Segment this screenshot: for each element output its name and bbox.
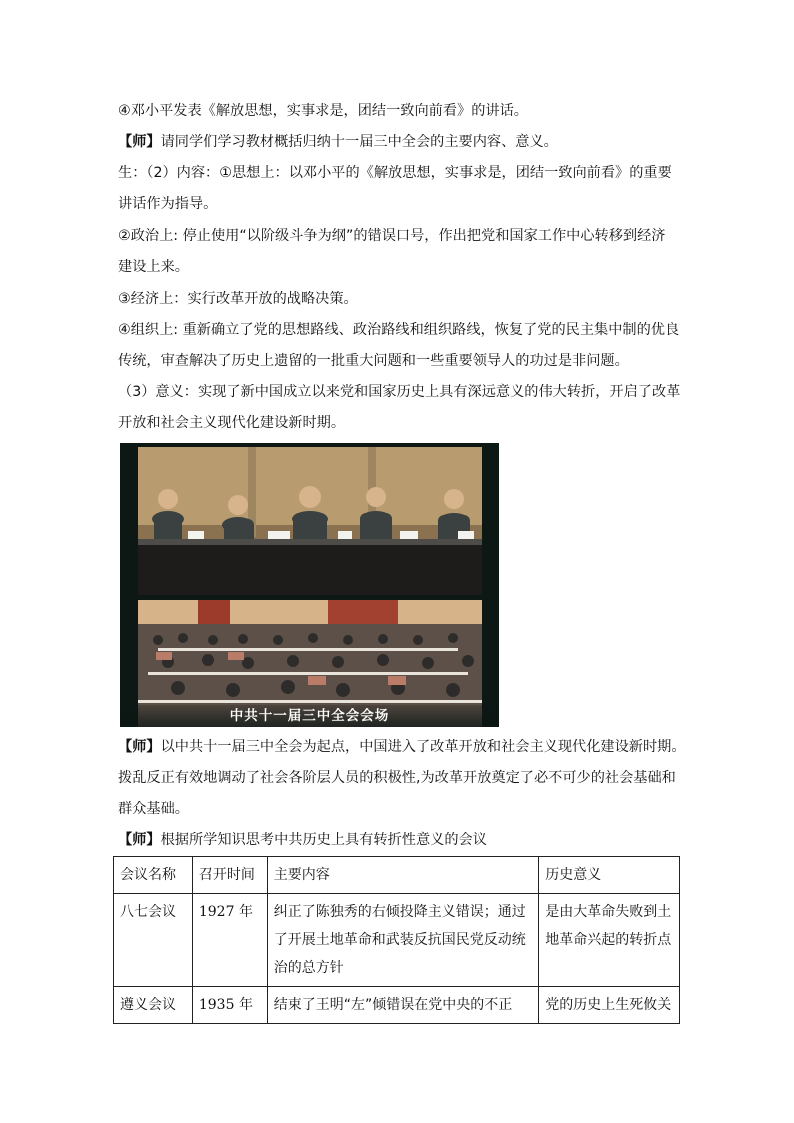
paragraph-content-line1: 生：（2）内容：①思想上：以邓小平的《解放思想，实事求是，团结一致向前看》的重要 [118, 165, 672, 181]
paragraph-mass-basis: 群众基础。 [118, 801, 189, 817]
photo-caption: 中共十一届三中全会会场 [120, 705, 499, 727]
paragraph-organization-line2: 传统，审查解决了历史上遗留的一批重大问题和一些重要领导人的功过是非问题。 [118, 353, 629, 369]
cell-significance: 是由大革命失败到土地革命兴起的转折点 [539, 894, 680, 987]
header-meeting-time: 召开时间 [192, 857, 267, 894]
paragraph-significance-line2: 开放和社会主义现代化建设新时期。 [118, 415, 346, 431]
podium-illustration [138, 447, 482, 595]
cell-meeting-time: 1927 年 [192, 894, 267, 987]
table-row [114, 987, 680, 1024]
paragraph-economy: ③经济上：实行改革开放的战略决策。 [118, 291, 358, 307]
table-row [114, 894, 680, 987]
paragraph-significance-line1: （3）意义：实现了新中国成立以来党和国家历史上具有深远意义的伟大转折，开启了改革 [118, 384, 681, 400]
paragraph-politics-line1: ②政治上: 停止使用“以阶级斗争为纲”的错误口号，作出把党和国家工作中心转移到经济 [118, 228, 666, 244]
cell-meeting-name: 八七会议 [114, 894, 193, 987]
cell-main-content: 纠正了陈独秀的右倾投降主义错误；通过了开展土地革命和武装反抗国民党反动统治的总方针 [267, 894, 538, 987]
plenum-photo [120, 443, 499, 727]
header-main-content: 主要内容 [267, 857, 538, 894]
paragraph-teacher-table-intro [118, 830, 487, 850]
cell-meeting-name: 遵义会议 [114, 987, 193, 1024]
teacher-tag: 【师】 [118, 832, 161, 848]
paragraph-boluan-line: 拨乱反正有效地调动了社会各阶层人员的积极性,为改革开放奠定了必不可少的社会基础和 [118, 770, 676, 786]
table-header-row [114, 857, 680, 894]
leaders-podium-image [138, 447, 482, 595]
cell-significance: 党的历史上生死攸关 [539, 987, 680, 1024]
paragraph-deng-speech: ④邓小平发表《解放思想，实事求是，团结一致向前看》的讲话。 [118, 103, 528, 119]
paragraph-teacher-prompt [118, 132, 558, 152]
table-intro-text: 根据所学知识思考中共历史上具有转折性意义的会议 [160, 832, 487, 848]
paragraph-organization-line1: ④组织上: 重新确立了党的思想路线、政治路线和组织路线，恢复了党的民主集中制的优良 [118, 322, 680, 338]
header-meeting-name: 会议名称 [114, 857, 193, 894]
paragraph-teacher-startpoint [118, 737, 686, 757]
meetings-table [113, 856, 680, 1024]
paragraph-content-line2: 讲话作为指导。 [118, 196, 218, 212]
cell-meeting-time: 1935 年 [192, 987, 267, 1024]
header-significance: 历史意义 [539, 857, 680, 894]
paragraph-politics-line2: 建设上来。 [118, 259, 189, 275]
teacher-tag: 【师】 [118, 739, 161, 755]
teacher-prompt-text: 请同学们学习教材概括归纳十一届三中全会的主要内容、意义。 [160, 134, 558, 150]
teacher-tag: 【师】 [118, 134, 161, 150]
cell-main-content: 结束了王明“左”倾错误在党中央的不正 [267, 987, 538, 1024]
teacher-startpoint-text: 以中共十一届三中全会为起点，中国进入了改革开放和社会主义现代化建设新时期。 [160, 739, 686, 755]
